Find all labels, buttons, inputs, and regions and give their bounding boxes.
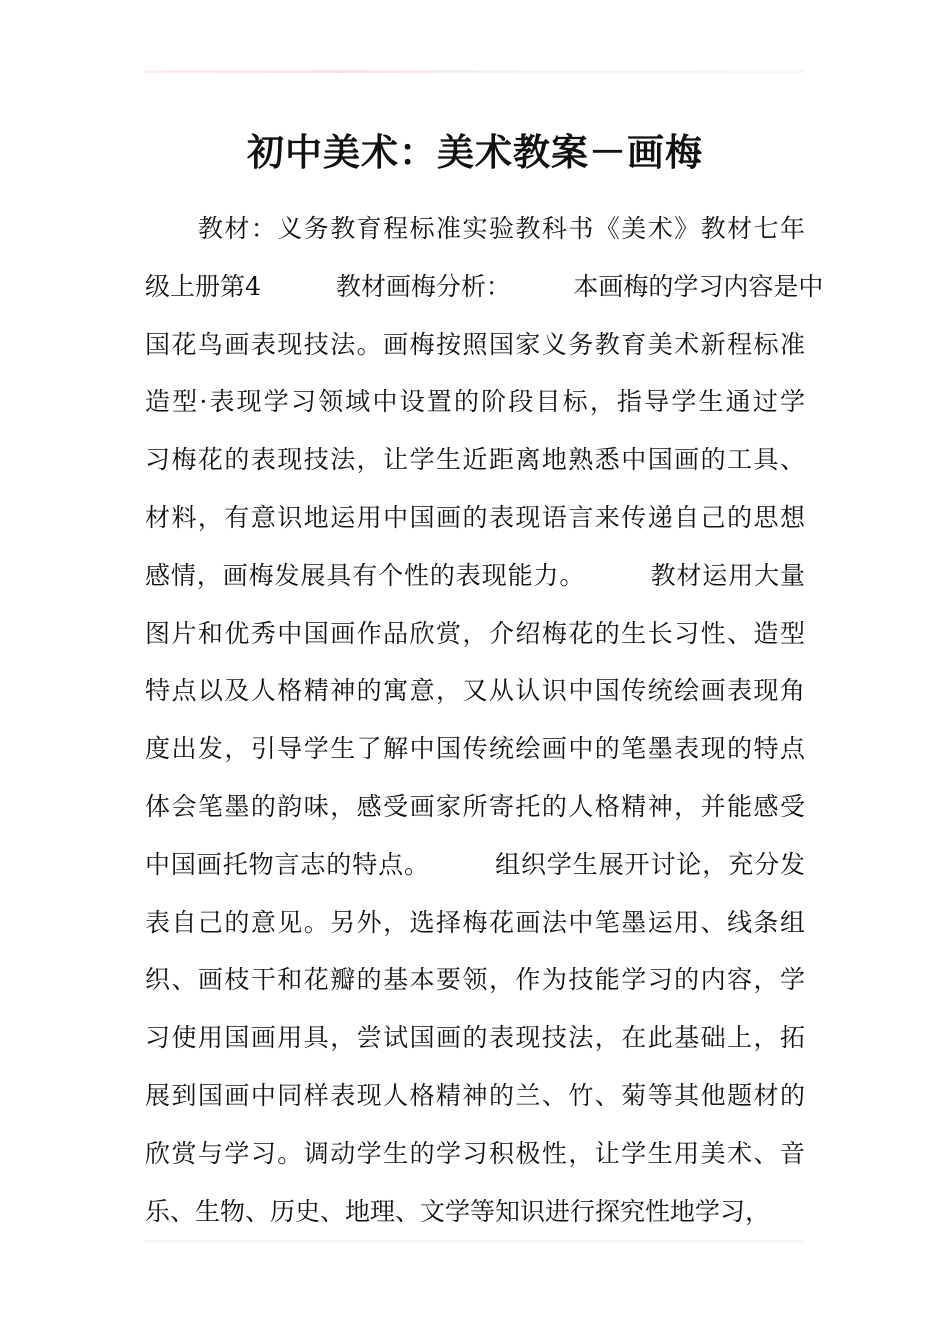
body-line: 材料，有意识地运用中国画的表现语言来传递自己的思想 xyxy=(145,502,805,532)
body-line: 展到国画中同样表现人格精神的兰、竹、菊等其他题材的 xyxy=(145,1080,805,1110)
document-title: 初中美术：美术教案－画梅 xyxy=(247,131,703,174)
body-line: 国花鸟画表现技法。画梅按照国家义务教育美术新程标准 xyxy=(145,329,805,359)
body-line: 造型·表现学习领域中设置的阶段目标，指导学生通过学 xyxy=(145,387,805,417)
body-line: 表自己的意见。另外，选择梅花画法中笔墨运用、线条组 xyxy=(145,907,805,937)
header-divider xyxy=(145,70,805,73)
body-line: 中国画托物言志的特点。 组织学生展开讨论，充分发 xyxy=(145,849,805,879)
body-line: 特点以及人格精神的寓意，又从认识中国传统绘画表现角 xyxy=(145,676,805,706)
document-body xyxy=(145,200,824,1240)
body-line: 欣赏与学习。调动学生的学习积极性，让学生用美术、音 xyxy=(145,1138,805,1168)
body-line: 度出发，引导学生了解中国传统绘画中的笔墨表现的特点 xyxy=(145,734,805,764)
body-line: 习梅花的表现技法，让学生近距离地熟悉中国画的工具、 xyxy=(145,445,805,475)
body-line: 体会笔墨的韵味，感受画家所寄托的人格精神，并能感受 xyxy=(145,791,805,821)
body-line: 感情，画梅发展具有个性的表现能力。 教材运用大量 xyxy=(145,560,805,590)
body-line: 习使用国画用具，尝试国画的表现技法，在此基础上，拓 xyxy=(145,1023,805,1053)
body-line: 织、画枝干和花瓣的基本要领，作为技能学习的内容，学 xyxy=(145,965,805,995)
footer-divider xyxy=(145,1240,805,1243)
body-line: 图片和优秀中国画作品欣赏，介绍梅花的生长习性、造型 xyxy=(145,618,805,648)
body-line: 教材：义务教育程标准实验教科书《美术》教材七年 xyxy=(145,214,805,243)
body-line: 乐、生物、历史、地理、文学等知识进行探究性地学习， xyxy=(145,1196,771,1226)
body-line: 级上册第4 教材画梅分析： 本画梅的学习内容是中 xyxy=(145,271,824,301)
